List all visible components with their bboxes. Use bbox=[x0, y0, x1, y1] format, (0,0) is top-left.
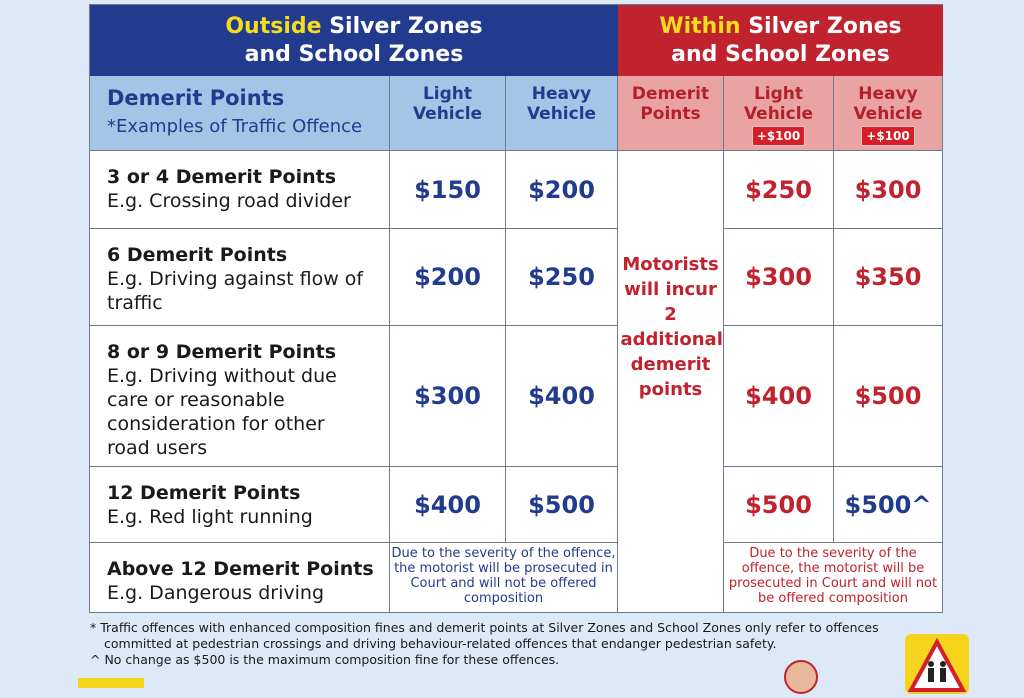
light-w-line2: Vehicle bbox=[743, 104, 814, 124]
table-row-offence bbox=[89, 151, 390, 229]
severity-note-within: Due to the severity of the offence, the motorist will be prosecuted in Court and will not be offered composition bbox=[724, 543, 943, 613]
offence-example: E.g. Driving against flow of traffic bbox=[107, 268, 364, 314]
header-outside-line2: and School Zones bbox=[244, 41, 464, 67]
fine-light-outside: $150 bbox=[390, 151, 506, 229]
additional-demerit-note bbox=[618, 151, 724, 613]
fine-light-within: $400 bbox=[724, 326, 834, 467]
offence-points: 3 or 4 Demerit Points bbox=[107, 166, 337, 188]
heavy-w-line2: Vehicle bbox=[853, 104, 923, 124]
subheader-heavy-vehicle-within bbox=[834, 76, 943, 151]
offence-points: Above 12 Demerit Points bbox=[107, 558, 374, 580]
header-outside-highlight: Outside bbox=[225, 13, 322, 39]
fine-table bbox=[89, 4, 943, 613]
footnote-caret: ^ No change as $500 is the maximum composition fine for these offences. bbox=[90, 652, 560, 667]
fine-light-outside: $200 bbox=[390, 229, 506, 326]
surcharge-badge: +$100 bbox=[861, 126, 914, 146]
light-line1: Light bbox=[422, 84, 473, 104]
elderly-crossing-sign-icon bbox=[905, 634, 969, 694]
offence-example: E.g. Red light running bbox=[107, 506, 313, 528]
dp-line2: Points bbox=[640, 104, 701, 124]
fine-light-within: $250 bbox=[724, 151, 834, 229]
offence-example: E.g. Dangerous driving bbox=[107, 582, 325, 604]
header-outside-zones bbox=[89, 4, 618, 76]
elderly-person-icon bbox=[784, 660, 818, 694]
offence-example: E.g. Crossing road divider bbox=[107, 190, 351, 212]
fine-heavy-outside: $200 bbox=[506, 151, 618, 229]
dp-line1: Demerit bbox=[631, 84, 710, 104]
table-row-offence bbox=[89, 229, 390, 326]
offence-points: 12 Demerit Points bbox=[107, 482, 301, 504]
fine-heavy-outside: $250 bbox=[506, 229, 618, 326]
heavy-w-line1: Heavy bbox=[858, 84, 918, 104]
offence-example: E.g. Driving without due care or reasonable consideration for other road users bbox=[107, 365, 337, 459]
merged-note-text: Motorists will incur 2 additional demerit points bbox=[620, 253, 723, 400]
corner-decoration bbox=[78, 678, 144, 688]
subheader-light-vehicle-within bbox=[724, 76, 834, 151]
fine-heavy-outside: $400 bbox=[506, 326, 618, 467]
fine-heavy-within: $500^ bbox=[834, 467, 943, 543]
footnote-asterisk: * Traffic offences with enhanced composition fines and demerit points at Silver Zones and School Zones only refer to offences committed at pedestrian crossings and driving behaviour-related offences that endanger pedestrian safety. bbox=[90, 620, 879, 651]
demerit-subtitle: *Examples of Traffic Offence bbox=[107, 116, 363, 137]
light-line2: Vehicle bbox=[412, 104, 483, 124]
subheader-demerit-points bbox=[89, 76, 390, 151]
table-row-offence bbox=[89, 543, 390, 613]
fine-light-within: $300 bbox=[724, 229, 834, 326]
demerit-title: Demerit Points bbox=[107, 86, 285, 110]
footnotes bbox=[90, 620, 910, 668]
fine-light-within: $500 bbox=[724, 467, 834, 543]
header-within-rest: Silver Zones bbox=[748, 13, 902, 39]
fine-heavy-within: $300 bbox=[834, 151, 943, 229]
header-within-zones bbox=[618, 4, 943, 76]
subheader-light-vehicle bbox=[390, 76, 506, 151]
fine-light-outside: $300 bbox=[390, 326, 506, 467]
fine-heavy-within: $500 bbox=[834, 326, 943, 467]
table-row-offence bbox=[89, 467, 390, 543]
table-row-offence bbox=[89, 326, 390, 467]
offence-points: 6 Demerit Points bbox=[107, 244, 288, 266]
header-outside-rest: Silver Zones bbox=[329, 13, 483, 39]
surcharge-badge: +$100 bbox=[752, 126, 805, 146]
fine-light-outside: $400 bbox=[390, 467, 506, 543]
subheader-heavy-vehicle bbox=[506, 76, 618, 151]
heavy-line1: Heavy bbox=[531, 84, 592, 104]
fine-heavy-within: $350 bbox=[834, 229, 943, 326]
fine-heavy-outside: $500 bbox=[506, 467, 618, 543]
light-w-line1: Light bbox=[753, 84, 804, 104]
heavy-line2: Vehicle bbox=[526, 104, 597, 124]
subheader-demerit-within bbox=[618, 76, 724, 151]
severity-note-outside: Due to the severity of the offence, the motorist will be prosecuted in Court and will not be offered composition bbox=[390, 543, 618, 613]
header-within-line2: and School Zones bbox=[671, 41, 890, 67]
offence-points: 8 or 9 Demerit Points bbox=[107, 341, 337, 363]
header-within-highlight: Within bbox=[659, 13, 741, 39]
